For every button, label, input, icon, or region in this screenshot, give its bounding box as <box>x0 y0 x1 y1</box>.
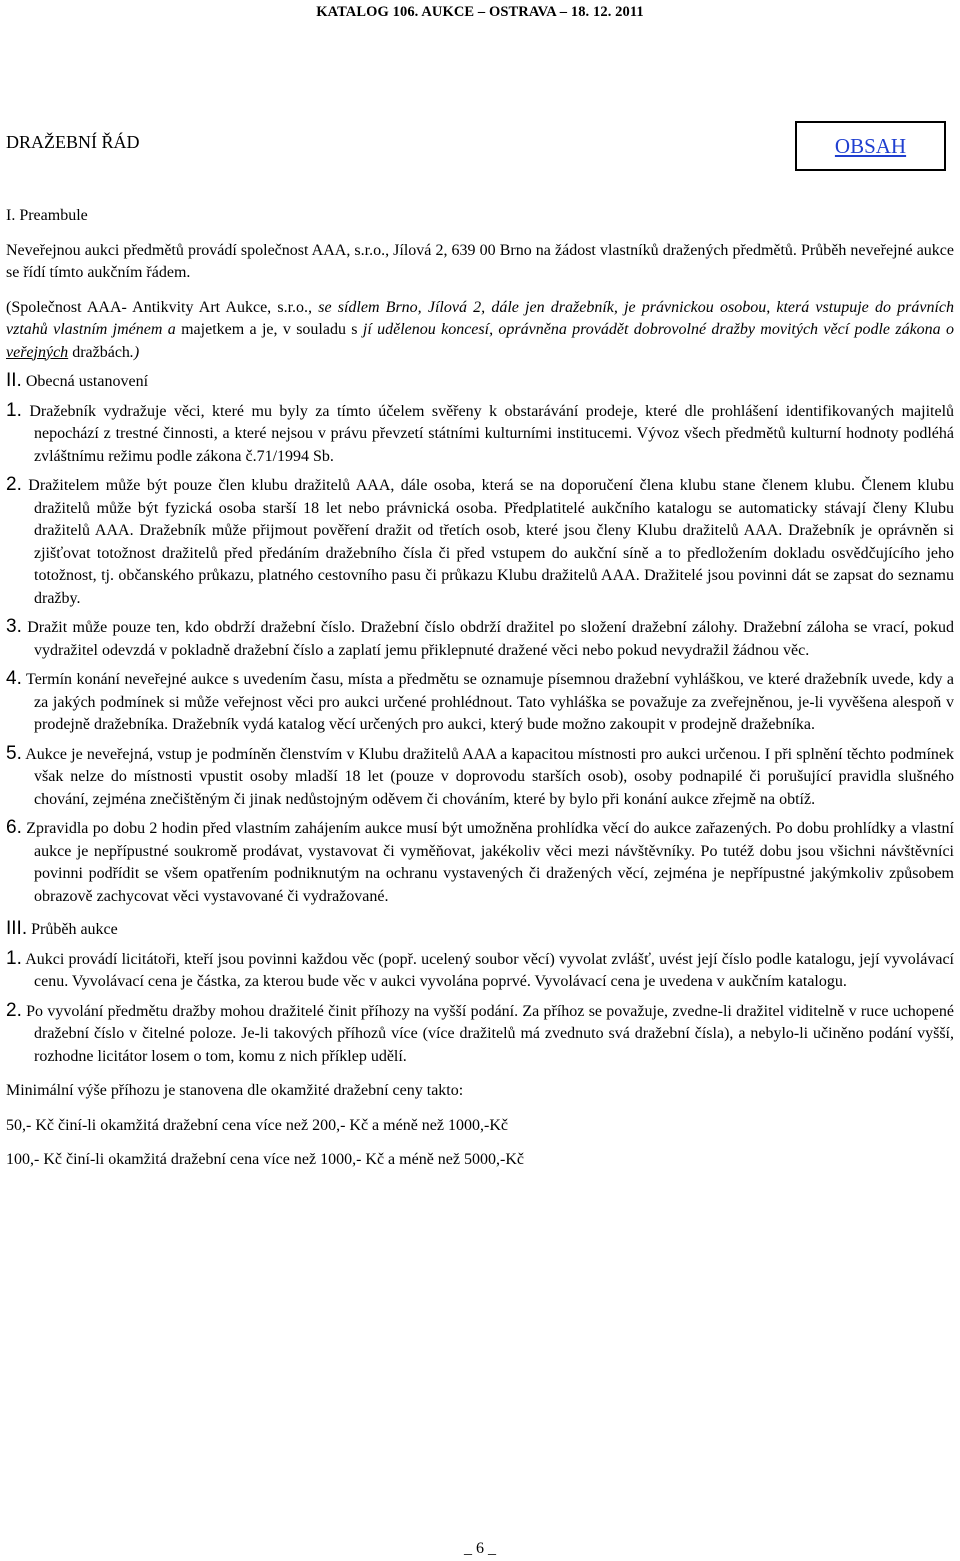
item-number: 2. <box>6 999 22 1021</box>
list-item <box>6 1000 954 1069</box>
section-3-heading: III. Průběh aukce <box>6 918 118 939</box>
list-item <box>6 668 954 737</box>
item-number: 1. <box>6 947 22 969</box>
item-text: Dražit může pouze ten, kdo obdrží dražební číslo. Dražební číslo obdrží dražitel po složení dražební zálohy. Dražební záloha se vrací, pokud vydražitel odevzdá v pokladně dražební číslo a zaplatí jemu přiklepnuté dražené věci nebo pokud nevydražil žádnou věc. <box>27 619 955 659</box>
preamble-paragraph-2: (Společnost AAA- Antikvity Art Aukce, s.r.o., se sídlem Brno, Jílová 2, dále jen dražebník, je právnickou osobou, která vstupuje do právních vztahů vlastním jménem a majetkem a je, v souladu s jí udělenou koncesí, oprávněna provádět dobrovolné dražby movitých věcí podle zákona o veřejných dražbách.) <box>6 298 955 361</box>
min-bid-intro: Minimální výše příhozu je stanovena dle okamžité dražební ceny takto: <box>6 1082 464 1099</box>
item-number: 2. <box>6 474 22 495</box>
obsah-link[interactable]: OBSAH <box>834 133 907 158</box>
section-3-items <box>6 948 954 1069</box>
preamble-heading: I. Preambule <box>6 207 88 224</box>
obsah-box <box>795 121 946 171</box>
catalog-header: KATALOG 106. AUKCE – OSTRAVA – 18. 12. 2011 <box>316 4 644 20</box>
page-number: _ 6 _ <box>464 1540 496 1557</box>
min-bid-row: 100,- Kč činí-li okamžitá dražební cena více než 1000,- Kč a méně než 5000,-Kč <box>6 1151 524 1168</box>
item-number: 6. <box>6 817 22 838</box>
list-item <box>6 400 954 469</box>
list-item <box>6 743 954 812</box>
item-number: 1. <box>6 399 22 421</box>
min-bid-rows <box>6 1115 954 1172</box>
list-item <box>6 474 954 610</box>
item-number: 3. <box>6 616 22 637</box>
item-number: 4. <box>6 668 22 689</box>
item-text: Dražebník vydražuje věci, které mu byly za tímto účelem svěřeny k obstarávání prodeje, které dle prohlášení identifikovaných majitelů nepochází z trestné činnosti, a které nejsou v právu převzetí státními kulturními institucemi. Vývoz všech předmětů kulturní hodnoty podléhá zvláštnímu režimu podle zákona č.71/1994 Sb. <box>29 402 955 465</box>
preamble-paragraph-1: Neveřejnou aukci předmětů provádí společnost AAA, s.r.o., Jílová 2, 639 00 Brno na žádost vlastníků dražených předmětů. Průběh neveřejné aukce se řídí tímto aukčním řádem. <box>6 241 954 281</box>
document-body <box>6 205 954 1172</box>
item-text: Dražitelem může být pouze člen klubu dražitelů AAA, dále osoba, která se na doporučení člena klubu stane členem klubu. Členem klubu dražitelů může být fyzická osoba starší 18 let nebo právnická osoba. Předplatitelé aukčního katalogu se automaticky stávají členy Klubu dražitelů AAA. Dražebník může přijmout pověření dražit od třetích osob, které jsou členy Klubu dražitelů AAA. Dražebník je oprávněn si zjišťovat totožnost dražitelů před předáním dražebního čísla či před vstupem do aukční síně a to předložením dokladu osvědčujícího jeho totožnost, tj. občanského průkazu, platného cestovního pasu či průkazu Klubu dražitelů AAA. Dražitelé jsou povinni dát se zapsat do seznamu dražby. <box>28 477 955 607</box>
document-title: DRAŽEBNÍ ŘÁD <box>6 132 140 152</box>
section-2-heading: II. Obecná ustanovení <box>6 370 149 391</box>
list-item <box>6 817 954 908</box>
item-text: Zpravidla po dobu 2 hodin před vlastním zahájením aukce musí být umožněna prohlídka věcí do aukce zařazených. Po dobu prohlídky a vlastní aukce je nepřípustné soukromě prodávat, vystavovat či vyměňovat, jakékoliv věci mezi návštěvníky. Po tutéž dobu jsou všichni návštěvníci povinni podřídit se všem opatřením podniknutým na ochranu vystavených či dražených věcí, zejména je nepřípustné jakýmkoliv způsobem obrazově zachycovat věci vystavované či vydražované. <box>26 820 954 905</box>
section-2-items <box>6 400 954 909</box>
list-item <box>6 616 954 662</box>
item-text: Po vyvolání předmětu dražby mohou dražitelé činit příhozy na vyšší podání. Za příhoz se považuje, zvedne-li dražitel viditelně v ruce uchopené dražební číslo v čitelné poloze. Je-li takových příhozů více (více dražitelů má zvednuto svá dražební čísla), a nebylo-li učiněno podání vyšší, rozhodne licitátor losem o tom, komu z nich příklep udělí. <box>26 1002 955 1065</box>
item-text: Aukce je neveřejná, vstup je podmíněn členstvím v Klubu dražitelů AAA a kapacitou místnosti pro aukci určenou. I při splnění těchto podmínek však nelze do místnosti vpustit osoby mladší 18 let (pouze v doprovodu starších osob), osoby podnapilé či porušující pravidla slušného chování, zejména znečištěným či jinak nedůstojným oděvem či chováním, které by bylo při konání aukce zřejmě na obtíž. <box>25 745 954 808</box>
preamble-underlined-word: veřejných <box>6 343 69 361</box>
item-text: Termín konání neveřejné aukce s uvedením času, místa a předmětu se oznamuje písemnou dražební vyhláškou, ve které dražebník uvede, kdy a za jakých podmínek si může veřejnost věci pro aukci určené prohlédnout. Tato vyhláška se považuje za zveřejněnou, je-li vyvěšena alespoň v prodejně dražebníka. Dražebník vydá katalog věcí určených pro aukci, který bude možno zakoupit v prodejně dražebníka. <box>26 671 955 733</box>
list-item <box>6 948 954 994</box>
item-text: Aukci provádí licitátoři, kteří jsou povinni každou věc (popř. ucelený soubor věcí) vyvolat zvlášť, uvést její číslo podle katalogu, její vyvolávací cenu. Vyvolávací cena je částka, za kterou bude věc v aukci vyvolána poprvé. Vyvolávací cena je uvedena v aukčním katalogu. <box>25 950 955 990</box>
min-bid-row: 50,- Kč činí-li okamžitá dražební cena více než 200,- Kč a méně než 1000,-Kč <box>6 1116 508 1134</box>
item-number: 5. <box>6 742 22 764</box>
